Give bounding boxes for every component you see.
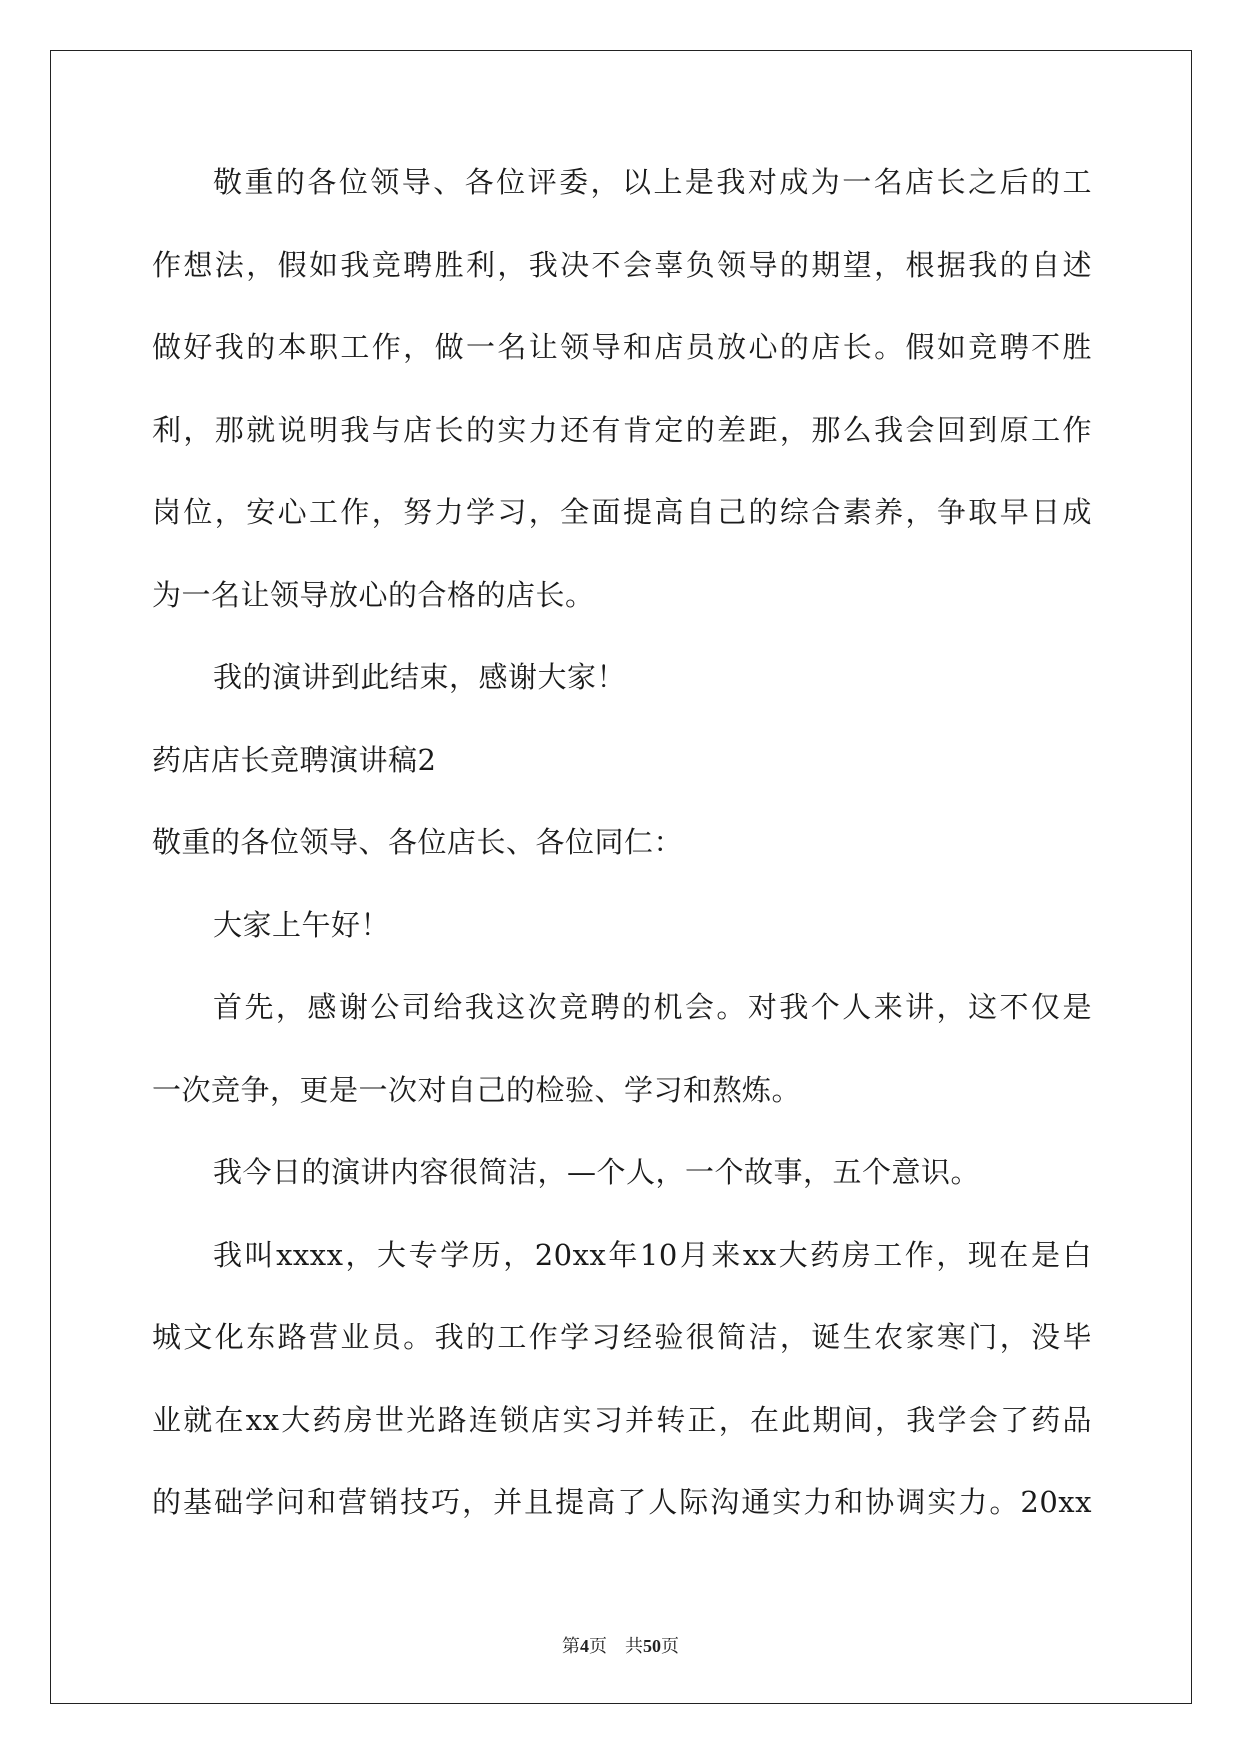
paragraph-line: 利，那就说明我与店长的实力还有肯定的差距，那么我会回到原工作	[152, 412, 1092, 447]
total-pages: 50	[643, 1636, 661, 1656]
paragraph-line: 首先，感谢公司给我这次竞聘的机会。对我个人来讲，这不仅是	[213, 990, 1092, 1024]
page-footer	[0, 1632, 1241, 1658]
page-prefix: 第	[562, 1636, 580, 1657]
salutation: 敬重的各位领导、各位店长、各位同仁：	[152, 825, 684, 859]
page-number: 4	[580, 1636, 589, 1656]
document-body	[152, 164, 1092, 1567]
paragraph-line: 我今日的演讲内容很简洁，—个人，一个故事，五个意识。	[213, 1155, 981, 1189]
page-suffix: 页	[589, 1636, 607, 1657]
paragraph-line: 为一名让领导放心的合格的店长。	[152, 577, 595, 612]
section-heading: 药店店长竞聘演讲稿2	[152, 742, 437, 777]
total-suffix: 页	[661, 1636, 679, 1657]
paragraph-line: 业就在xx大药房世光路连锁店实习并转正，在此期间，我学会了药品	[152, 1402, 1092, 1437]
paragraph-line: 作想法，假如我竞聘胜利，我决不会辜负领导的期望，根据我的自述	[152, 247, 1092, 282]
paragraph-line: 我叫xxxx，大专学历，20xx年10月来xx大药房工作，现在是白	[213, 1237, 1092, 1272]
paragraph-line: 我的演讲到此结束，感谢大家！	[213, 660, 627, 694]
greeting: 大家上午好！	[213, 907, 391, 942]
paragraph-line: 敬重的各位领导、各位评委，以上是我对成为一名店长之后的工	[213, 165, 1092, 199]
paragraph-line: 一次竞争，更是一次对自己的检验、学习和熬炼。	[152, 1072, 802, 1107]
paragraph-line: 的基础学问和营销技巧，并且提高了人际沟通实力和协调实力。20xx	[152, 1485, 1092, 1519]
paragraph-line: 岗位，安心工作，努力学习，全面提高自己的综合素养，争取早日成	[152, 495, 1092, 529]
total-prefix: 共	[625, 1636, 643, 1657]
paragraph-line: 做好我的本职工作，做一名让领导和店员放心的店长。假如竞聘不胜	[152, 330, 1092, 364]
paragraph-line: 城文化东路营业员。我的工作学习经验很简洁，诞生农家寒门，没毕	[152, 1320, 1092, 1354]
